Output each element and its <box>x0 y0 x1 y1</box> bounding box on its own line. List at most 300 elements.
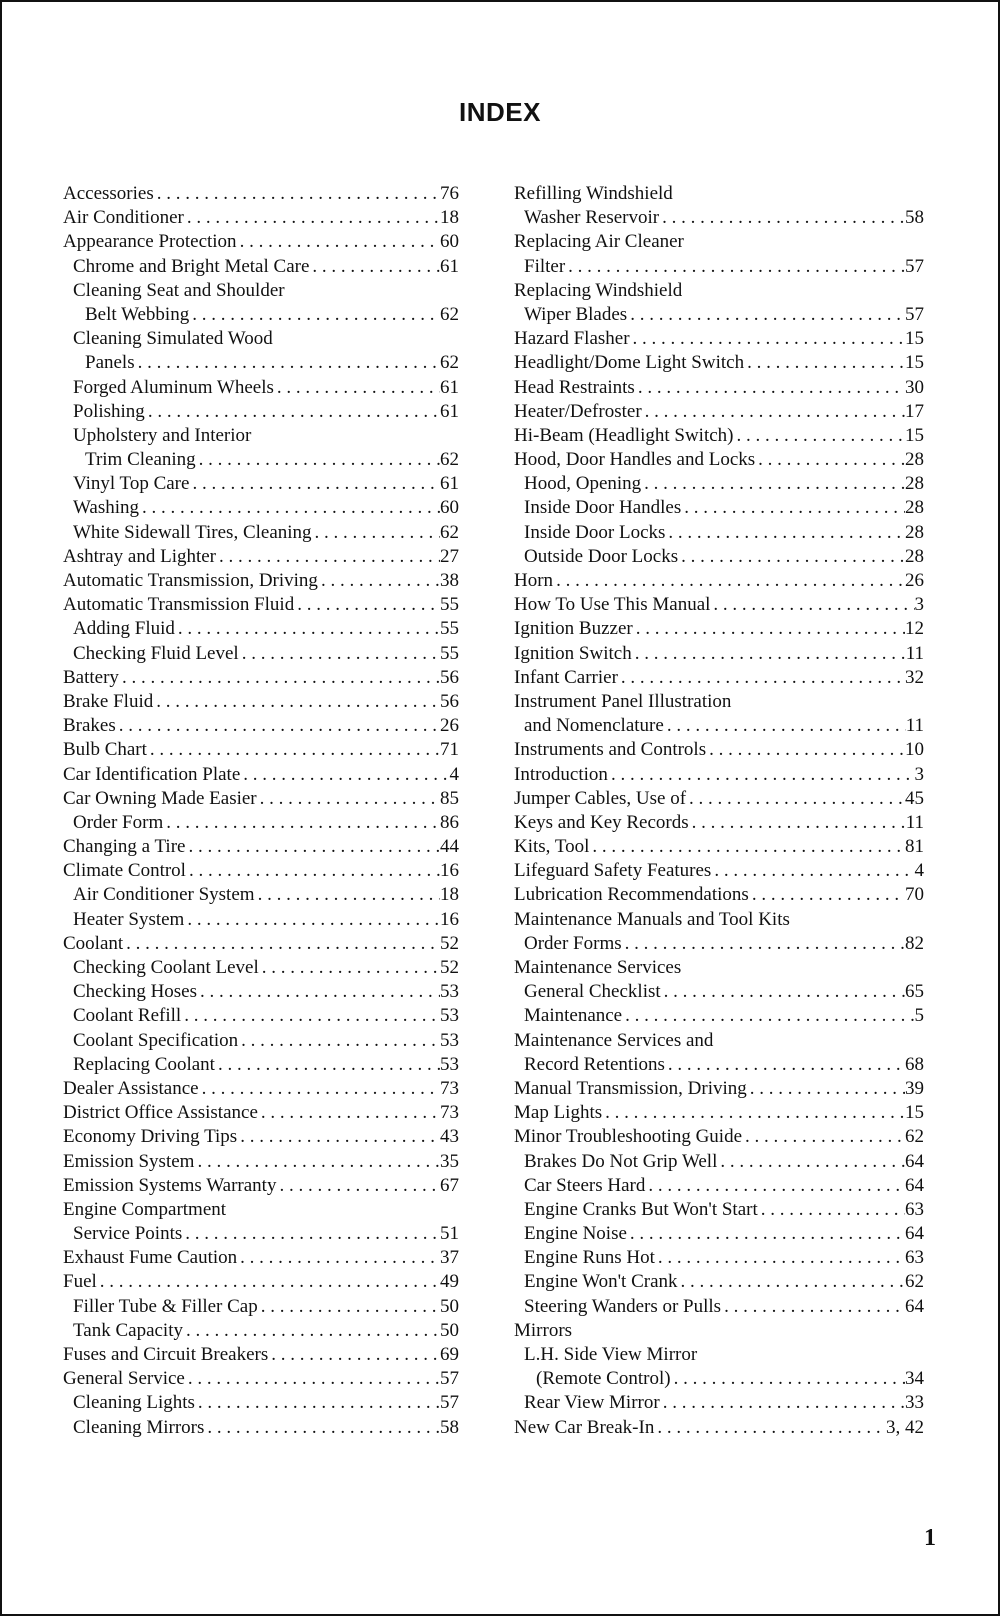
dot-leader <box>257 787 440 811</box>
index-entry-label: Fuses and Circuit Breakers <box>63 1344 269 1365</box>
index-entry <box>514 617 924 641</box>
index-entry <box>63 593 459 617</box>
index-entry <box>514 642 924 666</box>
index-entry-label: How To Use This Manual <box>514 594 711 616</box>
index-entry-page: 4 <box>914 860 924 882</box>
index-entry <box>514 521 924 545</box>
index-entry <box>514 545 924 569</box>
index-entry <box>63 738 459 762</box>
index-entry-label: Maintenance Services and <box>514 1029 714 1051</box>
index-entry <box>63 932 459 956</box>
index-entry-page: 64 <box>905 1150 924 1172</box>
index-entry-label: Checking Coolant Level <box>73 957 259 978</box>
dot-leader <box>742 1125 905 1149</box>
index-entry-page: 3 <box>914 763 924 785</box>
index-entry-page: 32 <box>905 666 924 688</box>
index-entry <box>514 883 924 907</box>
index-entry-page: 3, 42 <box>886 1416 924 1438</box>
index-entry <box>63 1270 459 1294</box>
index-entry-label: Car Identification Plate <box>63 763 241 785</box>
index-column-left <box>63 182 459 1440</box>
index-entry-label: Tank Capacity <box>73 1319 183 1341</box>
index-entry <box>514 400 924 424</box>
index-entry-label: Infant Carrier <box>514 666 618 688</box>
dot-leader <box>268 1343 440 1367</box>
index-entry-page: 53 <box>440 1029 459 1051</box>
index-entry-label: Changing a Tire <box>63 836 186 858</box>
index-entry <box>63 1150 459 1174</box>
index-entry-page: 58 <box>905 207 924 229</box>
index-entry-label: Economy Driving Tips <box>63 1126 238 1148</box>
index-entry-page: 76 <box>440 183 459 204</box>
index-entry <box>514 230 924 254</box>
index-entry <box>514 859 924 883</box>
index-entry-label: Cleaning Lights <box>73 1392 195 1414</box>
dot-leader <box>240 763 449 787</box>
index-entry <box>63 569 459 593</box>
index-entry <box>63 496 459 520</box>
index-entry <box>63 182 459 206</box>
index-entry-label: Head Restraints <box>514 376 635 398</box>
index-entry-page: 62 <box>440 449 459 471</box>
index-entry-page: 62 <box>440 352 459 374</box>
dot-leader <box>645 1174 905 1198</box>
index-entry-page: 57 <box>905 255 924 277</box>
index-entry-label: Checking Hoses <box>73 981 198 1003</box>
index-entry <box>63 327 459 351</box>
index-entry-label: Trim Cleaning <box>85 449 196 471</box>
index-entry-label: Car Steers Hard <box>524 1174 646 1196</box>
index-entry <box>514 1295 924 1319</box>
index-entry-label: Hood, Opening <box>524 473 642 495</box>
index-entry-page: 3 <box>914 594 924 616</box>
index-entry-page: 28 <box>905 497 924 519</box>
index-entry-label: Cleaning Seat and Shoulder <box>73 279 285 301</box>
index-entry-page: 39 <box>905 1077 924 1099</box>
index-entry-page: 28 <box>905 473 924 495</box>
index-entry-label: Steering Wanders or Pulls <box>524 1295 722 1317</box>
index-entry <box>63 1053 459 1077</box>
index-entry-page: 53 <box>440 1053 459 1075</box>
index-entry-label: Introduction <box>514 763 608 785</box>
index-entry-page: 73 <box>440 1102 459 1124</box>
dot-leader <box>189 303 440 327</box>
index-entry-label: Engine Noise <box>524 1223 627 1245</box>
index-entry <box>514 1150 924 1174</box>
index-entry-page: 33 <box>905 1392 924 1414</box>
index-entry-label: Coolant <box>63 932 124 954</box>
index-entry-label: Emission System <box>63 1150 195 1172</box>
index-entry-label: Washing <box>73 497 140 519</box>
index-entry <box>514 1246 924 1270</box>
index-entry-page: 69 <box>440 1344 459 1365</box>
index-entry-label: Climate Control <box>63 860 186 882</box>
index-entry <box>514 956 924 980</box>
index-entry <box>63 279 459 303</box>
index-entry-label: White Sidewall Tires, Cleaning <box>73 521 312 543</box>
index-entry <box>63 956 459 980</box>
dot-leader <box>747 1077 905 1101</box>
index-entry-label: Kits, Tool <box>514 836 590 858</box>
index-entry-page: 70 <box>905 884 924 906</box>
index-entry-page: 64 <box>905 1295 924 1317</box>
index-entry-label: Maintenance <box>524 1005 623 1027</box>
dot-leader <box>553 569 905 593</box>
index-entry-page: 67 <box>440 1174 459 1196</box>
index-entry-label: Order Forms <box>524 932 622 954</box>
index-entry-page: 68 <box>905 1053 924 1075</box>
dot-leader <box>627 303 905 327</box>
index-entry-label: Adding Fluid <box>73 618 175 640</box>
dot-leader <box>123 932 440 956</box>
index-entry <box>514 932 924 956</box>
index-entry-page: 60 <box>440 231 459 253</box>
index-entry <box>63 545 459 569</box>
index-entry <box>63 1125 459 1149</box>
index-entry-label: Engine Won't Crank <box>524 1271 678 1293</box>
index-entry <box>514 182 924 206</box>
index-entry-label: Automatic Transmission, Driving <box>63 570 318 591</box>
index-entry-label: Brakes Do Not Grip Well <box>524 1150 718 1172</box>
index-entry <box>514 376 924 400</box>
dot-leader <box>274 376 440 400</box>
index-entry-page: 64 <box>905 1223 924 1245</box>
index-entry-page: 11 <box>905 811 924 833</box>
dot-leader <box>627 1222 905 1246</box>
dot-leader <box>237 1125 440 1149</box>
dot-leader <box>147 738 440 762</box>
dot-leader <box>215 1053 440 1077</box>
dot-leader <box>189 472 440 496</box>
index-entry-label: Maintenance Services <box>514 957 682 978</box>
index-entry-label: Replacing Coolant <box>73 1053 215 1075</box>
dot-leader <box>116 714 440 738</box>
index-entry <box>63 980 459 1004</box>
index-entry-label: Ignition Switch <box>514 642 632 664</box>
dot-leader <box>185 835 440 859</box>
index-entry-label: New Car Break-In <box>514 1416 655 1438</box>
dot-leader <box>710 593 914 617</box>
dot-leader <box>630 327 905 351</box>
index-entry-page: 61 <box>440 376 459 398</box>
dot-leader <box>199 1077 440 1101</box>
dot-leader <box>686 787 905 811</box>
index-entry-page: 10 <box>905 739 924 761</box>
index-entry <box>63 1246 459 1270</box>
index-entry <box>63 472 459 496</box>
index-entry-page: 57 <box>905 303 924 325</box>
index-entry-label: Emission Systems Warranty <box>63 1174 277 1196</box>
index-entry-label: Engine Compartment <box>63 1198 227 1220</box>
index-entry <box>514 835 924 859</box>
index-entry <box>514 206 924 230</box>
index-entry <box>514 811 924 835</box>
index-entry-page: 26 <box>905 570 924 591</box>
index-entry-page: 15 <box>905 352 924 374</box>
index-entry-page: 60 <box>440 497 459 519</box>
index-entry-label: Heater System <box>73 908 185 930</box>
index-entry <box>63 835 459 859</box>
index-entry-label: Inside Door Locks <box>524 521 666 543</box>
index-entry-label: Hood, Door Handles and Locks <box>514 449 756 471</box>
index-entry-label: Manual Transmission, Driving <box>514 1077 747 1099</box>
index-entry <box>514 1222 924 1246</box>
index-entry-label: Rear View Mirror <box>524 1392 660 1414</box>
index-entry-page: 62 <box>905 1126 924 1148</box>
index-entry-page: 86 <box>440 811 459 833</box>
index-entry-label: Cleaning Simulated Wood <box>73 328 273 350</box>
index-entry <box>63 617 459 641</box>
index-entry-page: 61 <box>440 473 459 495</box>
index-entry <box>514 1004 924 1028</box>
index-entry-label: Inside Door Handles <box>524 497 682 519</box>
dot-leader <box>717 1150 905 1174</box>
index-entry-page: 16 <box>440 908 459 930</box>
index-entry-label: Replacing Air Cleaner <box>514 231 684 253</box>
index-entry-label: Filler Tube & Filler Cap <box>73 1295 258 1317</box>
index-entry <box>63 400 459 424</box>
index-entry-label: Service Points <box>73 1223 183 1245</box>
index-entry-label: Panels <box>85 352 135 374</box>
index-entry-page: 11 <box>905 642 924 664</box>
index-entry-page: 63 <box>905 1247 924 1269</box>
dot-leader <box>681 496 905 520</box>
index-entry-label: Filter <box>524 255 566 277</box>
index-entry-page: 28 <box>905 449 924 471</box>
index-entry-label: Car Owning Made Easier <box>63 787 257 809</box>
index-entry <box>514 1029 924 1053</box>
index-entry <box>63 859 459 883</box>
index-entry-page: 15 <box>905 424 924 446</box>
page-title: INDEX <box>459 97 541 127</box>
index-entry <box>63 787 459 811</box>
index-entry-page: 62 <box>440 521 459 543</box>
dot-leader <box>678 545 905 569</box>
dot-leader <box>153 690 440 714</box>
index-entry-label: Headlight/Dome Light Switch <box>514 352 745 374</box>
index-entry <box>63 1367 459 1391</box>
index-entry-label: Jumper Cables, Use of <box>514 787 687 809</box>
index-entry-label: General Checklist <box>524 981 661 1003</box>
dot-leader <box>183 1319 440 1343</box>
index-entry <box>63 1004 459 1028</box>
dot-leader <box>706 738 905 762</box>
dot-leader <box>622 1004 914 1028</box>
dot-leader <box>678 1270 905 1294</box>
index-entry <box>63 448 459 472</box>
index-entry <box>63 883 459 907</box>
dot-leader <box>654 1416 886 1440</box>
index-entry <box>514 1174 924 1198</box>
index-entry <box>514 472 924 496</box>
index-entry <box>514 1391 924 1415</box>
index-entry <box>63 1029 459 1053</box>
index-entry <box>514 255 924 279</box>
dot-leader <box>237 1246 440 1270</box>
index-entry <box>63 521 459 545</box>
index-entry <box>63 376 459 400</box>
index-entry-page: 50 <box>440 1319 459 1341</box>
dot-leader <box>258 1295 440 1319</box>
dot-leader <box>602 1101 905 1125</box>
index-entry-page: 55 <box>440 642 459 664</box>
index-entry <box>514 1198 924 1222</box>
index-entry <box>63 811 459 835</box>
dot-leader <box>660 1391 905 1415</box>
index-entry <box>514 690 924 714</box>
index-entry-page: 35 <box>440 1150 459 1172</box>
index-entry-label: Belt Webbing <box>85 303 190 325</box>
index-entry-page: 51 <box>440 1223 459 1245</box>
dot-leader <box>195 1391 440 1415</box>
index-entry-page: 81 <box>905 836 924 858</box>
index-entry-label: Exhaust Fume Caution <box>63 1247 238 1269</box>
dot-leader <box>294 593 440 617</box>
index-entry-label: Refilling Windshield <box>514 183 673 204</box>
index-entry-label: Mirrors <box>514 1319 573 1341</box>
dot-leader <box>182 1222 440 1246</box>
index-entry-label: Ashtray and Lighter <box>63 545 217 567</box>
dot-leader <box>163 811 440 835</box>
index-entry-page: 15 <box>905 328 924 350</box>
index-entry-label: Bulb Chart <box>63 739 147 761</box>
page-number: 1 <box>924 1525 936 1551</box>
dot-leader <box>664 714 906 738</box>
dot-leader <box>622 932 905 956</box>
index-entry-page: 17 <box>905 400 924 422</box>
index-entry-page: 38 <box>440 570 459 591</box>
index-entry-label: Fuel <box>63 1271 97 1293</box>
index-entry <box>514 424 924 448</box>
index-entry-page: 65 <box>905 981 924 1003</box>
dot-leader <box>642 400 905 424</box>
dot-leader <box>744 351 905 375</box>
index-entry <box>63 1391 459 1415</box>
dot-leader <box>758 1198 905 1222</box>
index-entry <box>514 496 924 520</box>
dot-leader <box>671 1367 905 1391</box>
index-entry <box>63 1343 459 1367</box>
index-entry-page: 27 <box>440 545 459 567</box>
index-entry-label: Brakes <box>63 715 116 737</box>
index-entry-page: 56 <box>440 666 459 688</box>
dot-leader <box>641 472 905 496</box>
index-entry-page: 57 <box>440 1368 459 1390</box>
dot-leader <box>216 545 440 569</box>
dot-leader <box>239 642 440 666</box>
dot-leader <box>175 617 440 641</box>
index-entry-label: Horn <box>514 570 554 591</box>
index-entry <box>514 738 924 762</box>
index-entry-label: Automatic Transmission Fluid <box>63 594 295 616</box>
index-entry <box>63 1222 459 1246</box>
index-entry-page: 43 <box>440 1126 459 1148</box>
index-entry-page: 11 <box>905 715 924 737</box>
index-entry-page: 28 <box>905 545 924 567</box>
index-entry-page: 26 <box>440 715 459 737</box>
index-entry-label: Polishing <box>73 400 145 422</box>
dot-leader <box>618 666 905 690</box>
index-entry <box>63 908 459 932</box>
index-entry <box>514 908 924 932</box>
dot-leader <box>659 206 905 230</box>
dot-leader <box>97 1270 440 1294</box>
dot-leader <box>237 230 440 254</box>
index-entry <box>514 980 924 1004</box>
dot-leader <box>721 1295 905 1319</box>
index-entry-label: Forged Aluminum Wheels <box>73 376 274 398</box>
index-entry-page: 44 <box>440 836 459 858</box>
index-entry <box>514 593 924 617</box>
index-entry <box>514 327 924 351</box>
index-entry-page: 18 <box>440 207 459 229</box>
dot-leader <box>661 980 905 1004</box>
index-entry-page: 55 <box>440 618 459 640</box>
index-entry-label: Cleaning Mirrors <box>73 1416 205 1438</box>
index-entry-label: Hi-Beam (Headlight Switch) <box>514 424 734 446</box>
index-entry <box>63 1319 459 1343</box>
index-entry-label: Minor Troubleshooting Guide <box>514 1126 743 1148</box>
dot-leader <box>633 617 905 641</box>
index-entry-label: Upholstery and Interior <box>73 424 252 446</box>
index-entry <box>514 1270 924 1294</box>
dot-leader <box>186 859 440 883</box>
index-entry-label: (Remote Control) <box>536 1368 671 1390</box>
index-entry <box>63 1416 459 1440</box>
index-entry <box>63 1174 459 1198</box>
dot-leader <box>632 642 906 666</box>
dot-leader <box>145 400 440 424</box>
index-entry <box>63 424 459 448</box>
index-entry-label: General Service <box>63 1368 185 1390</box>
index-entry <box>63 303 459 327</box>
index-entry <box>63 206 459 230</box>
dot-leader <box>689 811 906 835</box>
index-entry-label: Wiper Blades <box>524 303 628 325</box>
index-entry-label: Battery <box>63 666 119 688</box>
dot-leader <box>197 980 440 1004</box>
index-entry-label: Replacing Windshield <box>514 279 683 301</box>
dot-leader <box>608 763 915 787</box>
index-entry <box>514 714 924 738</box>
index-entry-page: 62 <box>905 1271 924 1293</box>
index-entry-label: Coolant Refill <box>73 1005 182 1027</box>
index-entry-label: Hazard Flasher <box>514 328 630 350</box>
index-entry <box>63 1077 459 1101</box>
index-entry <box>514 303 924 327</box>
index-entry-label: Outside Door Locks <box>524 545 679 567</box>
index-entry <box>63 690 459 714</box>
dot-leader <box>711 859 914 883</box>
dot-leader <box>119 666 440 690</box>
index-entry-label: Accessories <box>63 183 154 204</box>
index-entry-label: Engine Runs Hot <box>524 1247 655 1269</box>
index-entry-page: 50 <box>440 1295 459 1317</box>
index-entry <box>514 1125 924 1149</box>
index-entry-label: Washer Reservoir <box>524 207 660 229</box>
index-entry-page: 18 <box>440 884 459 906</box>
index-entry-label: Lubrication Recommendations <box>514 884 749 906</box>
index-entry <box>514 279 924 303</box>
dot-leader <box>185 1367 440 1391</box>
dot-leader <box>734 424 905 448</box>
index-entry-page: 61 <box>440 400 459 422</box>
index-entry <box>63 642 459 666</box>
dot-leader <box>204 1416 440 1440</box>
index-entry-page: 85 <box>440 787 459 809</box>
index-entry-label: Appearance Protection <box>63 231 237 253</box>
dot-leader <box>665 521 905 545</box>
